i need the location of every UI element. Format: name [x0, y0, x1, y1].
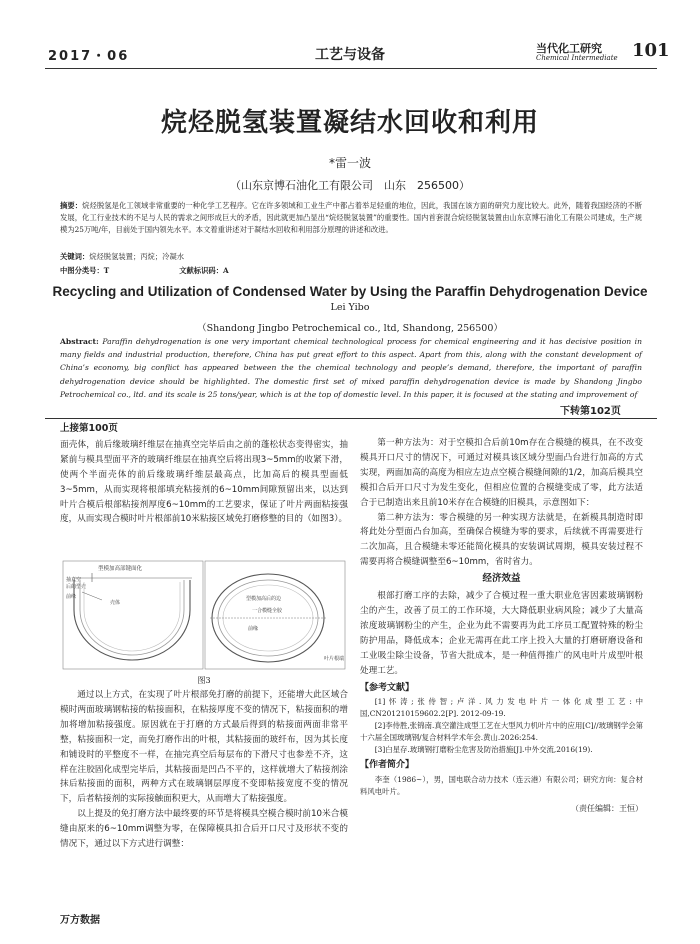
affiliation-cn: （山东京博石油化工有限公司 山东 256500） — [230, 179, 470, 192]
figure-label-shell: 壳体 — [110, 600, 121, 606]
classification-cn — [60, 266, 642, 276]
section-title-economic: 经济效益 — [482, 573, 521, 585]
keywords-label-cn: 关键词： — [60, 252, 90, 261]
references-title: 【参考文献】 — [360, 682, 415, 693]
abstract-text-en: Paraffin dehydrogenation is one very important chemical technological process for chemical engineering and it has decisive position in many fields and industrial production, therefore, China has put great effort to this aspect. Apart from this, along with the constant development of China’s economy, big conflict has appeared between the the chemical technology and people’s demand, therefore, the important of paraffin dehydrogenation device should be highlighted. The domestic first set of mixed paraffin dehydrogenation device is made by Shandong Jingbo Petrochemical co., ltd. and its scale is 25 tons/year, which is at the top of domestic level. In this paper, it is focused at the stating and improvement of — [60, 337, 642, 399]
figure-label-left-3: 前缘 — [66, 594, 77, 600]
right-paragraph-3: 根部打磨工序的去除，减少了合模过程一重大职业危害因素玻璃钢粉尘的产生，改善了员工的工作环境，大大降低职业病风险；减少了大量高浓度玻璃钢粉尘的产生，企业为此不需要再为此工序员工配置特殊的粉尘防护用品，降低成本；企业无需再在此工序上投入大量的打磨研磨设备和工业吸尘除尘设备，节省大批成本，是一种值得推广的风电叶片成型叶根处理工艺。 — [360, 591, 643, 676]
editor-credit: （责任编辑：王恒） — [571, 804, 643, 814]
issue-label: 2017・06 — [48, 49, 130, 64]
journal-name-en: Chemical Intermediate — [536, 54, 618, 62]
figure-label-right-4: 叶片根端 — [324, 656, 345, 662]
section-label: 工艺与设备 — [315, 47, 385, 63]
figure-label-left-1: 抽真空 — [66, 577, 82, 583]
abstract-en — [60, 335, 642, 401]
left-paragraph-3: 以上提及的免打磨方法中最终要的环节是将模具空模合模时前10米合模缝由原来的6~10mm调整为零，在保障模具扣合后开口尺寸及形状不变的情况下，通过以下方式进行调整： — [60, 809, 348, 850]
header-divider — [45, 68, 657, 69]
footer-source: 万方数据 — [60, 915, 100, 926]
doc-code-value-cn: A — [223, 266, 229, 275]
left-paragraph-1: 面壳体，前后缘玻璃纤维层在抽真空完毕后由之前的蓬松状态变得密实，抽紧前与模具型面平齐的玻璃纤维层在抽真空后将出现3~5mm的收紧下滑，使两个半面壳体的前后缘玻璃纤维层最高点，比加高后的模具型面低3~5mm，从而实现将根部填充粘接剂的6~10mm间隙预留出来，以达到叶片合模后根部粘接剂厚度6~10mm的工艺要求，保证了叶片两面粘接强度，从而实现合模时叶片根部前10米粘接区域免打磨修整的目的（如图3）。 — [60, 439, 348, 525]
author-en: Lei Yibo — [330, 302, 370, 313]
right-column — [360, 436, 643, 817]
abstract-cn — [60, 200, 642, 236]
figure-3-drawing — [62, 560, 346, 672]
figure-label-right-2: 一合模缝全胶 — [252, 608, 283, 614]
figure-3 — [62, 560, 346, 672]
reference-item: [2]李侍胜,张锦南.真空灌注成型工艺在大型风力机叶片中的应用[C]//玻璃钢学会第十六届全国玻璃钢/复合材料学术年会.黄山.2026:254. — [360, 721, 643, 743]
class-label-cn: 中图分类号： — [60, 266, 104, 275]
reference-item: [1]怀涛;张侍智;卢洋.风力发电叶片一体化成型工艺:中国,CN201210159602.2[P]. 2012-09-19. — [360, 697, 643, 719]
author-cn: *雷一波 — [328, 156, 371, 170]
right-paragraph-1: 第一种方法为：对于空模扣合后前10m存在合模缝的模具，在不改变模具开口尺寸的情况下，可通过对模具该区域分型面凸台进行加高的方式实现，两面加高的高度为相应左边点空模合模缝间隙的1/2，加高后模具空模扣合后开口尺寸为发生变化，但相应位置的合模缝变成了零，此方法适合于已制造出来且前10米存在合模缝的旧模具，示意图如下： — [360, 438, 643, 508]
figure-label-right-3: 前缘 — [248, 626, 259, 632]
left-paragraph-2: 通过以上方式，在实现了叶片根部免打磨的前提下，还能增大此区域合模时两面玻璃钢粘接的粘接面积，在粘接厚度不变的情况下，粘接面积的增加将增加粘接强度。原因就在于打磨的方式最后得到的粘接面两面非常平整，粘接面积一定，而免打磨作出的叶根，其粘接面的玻纤布，因为其长度和铺设时的平整度不一样，在抽完真空后每层布的下滑尺寸也参差不齐，这样在注胶固化成型完毕后，其粘接面是凹凸不平的，这样就增大了粘接剂涂抹后粘接面的面积，两种方式在玻璃钢层厚度不变即粘接宽度不变的情况下，后者粘接剂的实际接触面积更大，从而增大了粘接强度。 — [60, 690, 348, 805]
left-column — [60, 422, 348, 902]
figure-label-top: 型模加高部键面化 — [98, 566, 143, 572]
article-title-en: Recycling and Utilization of Condensed Water by Using the Paraffin Dehydrogenation Device — [52, 284, 648, 299]
keywords-text-cn: 烷烃脱氢装置；丙烷；冷凝水 — [89, 252, 185, 261]
figure-3-caption: 图3 — [197, 676, 211, 685]
reference-item: [3]白星存.玻璃钢打磨粉尘危害及防治措施[J].中外交流,2016(19). — [374, 745, 593, 755]
continued-from-label: 上接第100页 — [60, 423, 118, 434]
author-bio-title: 【作者简介】 — [360, 760, 415, 771]
keywords-cn — [60, 252, 642, 262]
abstract-label-cn: 摘要： — [60, 201, 83, 210]
figure-label-left-2: 后的型壳 — [66, 584, 87, 590]
article-title-cn: 烷烃脱氢装置凝结水回收和利用 — [160, 108, 539, 138]
affiliation-en: （Shandong Jingbo Petrochemical co., ltd, Shandong, 256500） — [197, 323, 503, 334]
figure-label-right-1: 型模加高后的边 — [246, 596, 282, 602]
figure-left-frame — [63, 561, 203, 669]
abstract-label-en: Abstract: — [60, 337, 99, 346]
author-bio: 李奎（1986~），男，国电联合动力技术（连云港）有限公司；研究方向：复合材料风电叶片。 — [360, 775, 643, 797]
right-paragraph-2: 第二种方法为：零合模缝的另一种实现方法就是，在新模具制造时即将此处分型面凸台加高，至确保合模缝为零的要求，后续就不再需要进行二次加高，且合模缝未零还能简化模具的安装调试周期，模具安装过程不需要再将合模缝调整至6~10mm，省时省力。 — [360, 512, 643, 568]
journal-name-cn: 当代化工研究 — [536, 42, 602, 55]
body-divider — [45, 418, 657, 419]
abstract-text-cn: 烷烃脱氢是化工领域非常重要的一种化学工艺程序。它在许多领域和工业生产中都占着举足轻重的地位，因此，我国在该方面的研究力度比较大。此外，随着我国经济的不断发展，化工行业技术的不足与人民的需求之间形成巨大的矛盾，因此就更加凸显出“烷烃脱氢装置”的重要性。国内首套混合烷烃脱氢装置由山东京博石油化工有限公司建成，生产规模为25万吨/年，目前处于国内领先水平。本文着重讲述对于凝结水回收和利用部分原理的讲述和改进。 — [60, 201, 642, 234]
page-number: 101 — [632, 40, 670, 61]
continued-on-label: 下转第102页 — [560, 406, 621, 417]
class-value-cn: T — [103, 266, 110, 275]
doc-code-label-cn: 文献标识码： — [179, 266, 223, 275]
